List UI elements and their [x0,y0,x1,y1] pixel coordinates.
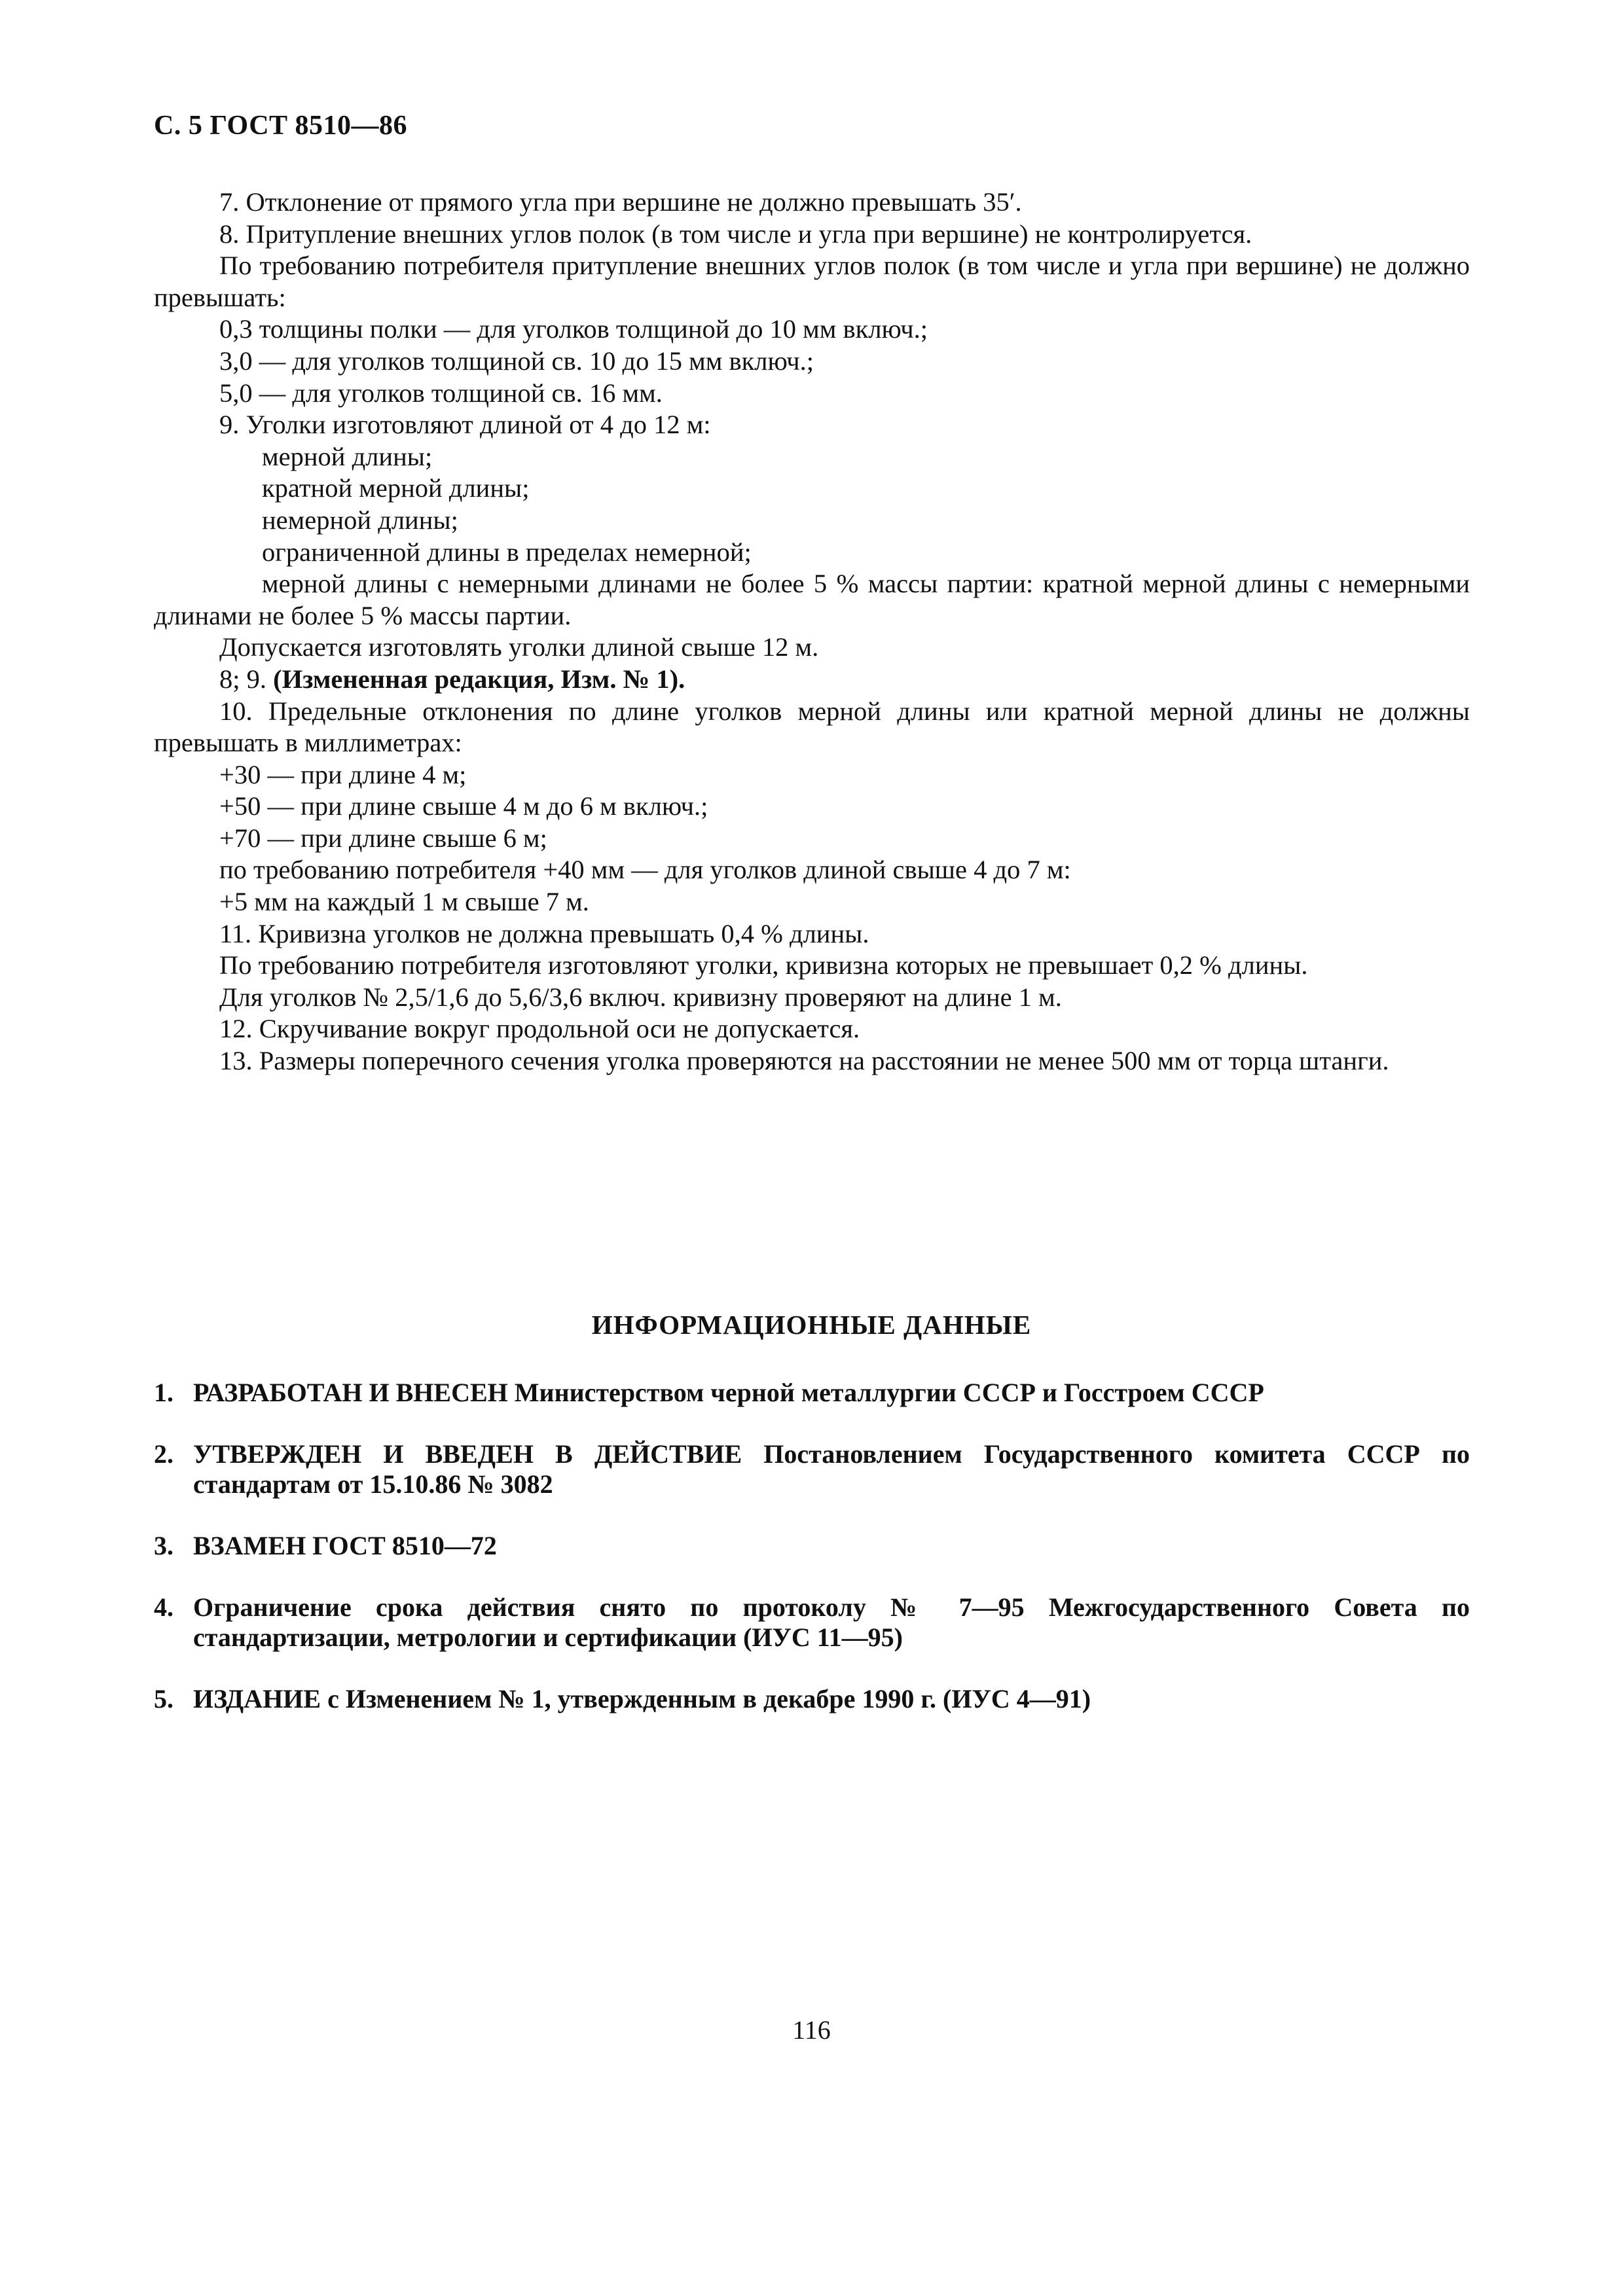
list-item: мерной длины с немерными длинами не более 5 % массы партии: кратной мерной длины с немерными длинами не более 5 % массы партии. [154,569,1470,630]
info-item [154,1592,1470,1653]
list-item: немерной длины; [262,505,458,535]
paragraph-11: 11. Кривизна уголков не должна превышать 0,4 % длины. [219,918,869,948]
info-item-number: 2. [154,1439,173,1469]
info-item-number: 5. [154,1684,173,1713]
list-item: мерной длины; [262,441,433,471]
info-section [154,1378,1470,1746]
list-item: +30 — при длине 4 м; [219,759,467,789]
paragraph-8-requirement: По требованию потребителя притупление внешних углов полок (в том числе и угла при вершине) не должно превышать: [154,251,1470,312]
info-item-text: Ограничение срока действия снято по протоколу № 7—95 Межгосударственного Совета по стандартизации, метрологии и сертификации (ИУС 11—95) [193,1592,1470,1652]
info-item-text: УТВЕРЖДЕН И ВВЕДЕН В ДЕЙСТВИЕ Постановлением Государственного комитета СССР по стандартам от 15.10.86 № 3082 [193,1439,1470,1499]
info-section-title: ИНФОРМАЦИОННЫЕ ДАННЫЕ [591,1310,1032,1340]
paragraph-8: 8. Притупление внешних углов полок (в том числе и угла при вершине) не контролируется. [219,219,1252,249]
paragraph-11-small-sizes: Для уголков № 2,5/1,6 до 5,6/3,6 включ. кривизну проверяют на длине 1 м. [219,982,1062,1012]
page-number: 116 [792,2015,831,2045]
paragraph-11-requirement: По требованию потребителя изготовляют уголки, кривизна которых не превышает 0,2 % длины. [219,950,1308,980]
amendment-text: (Измененная редакция, Изм. № 1). [273,664,685,694]
list-item: 5,0 — для уголков толщиной св. 16 мм. [219,378,663,408]
list-item: +5 мм на каждый 1 м свыше 7 м. [219,887,589,917]
list-item: по требованию потребителя +40 мм — для уголков длиной свыше 4 до 7 м: [219,855,1071,885]
paragraph-13: 13. Размеры поперечного сечения уголка проверяются на расстоянии не менее 500 мм от торца штанги. [219,1046,1389,1076]
info-item-number: 3. [154,1531,173,1560]
info-item [154,1378,1470,1408]
info-item [154,1531,1470,1561]
list-item: 0,3 толщины полки — для уголков толщиной до 10 мм включ.; [219,314,928,344]
paragraph-9-allowance: Допускается изготовлять уголки длиной свыше 12 м. [219,632,819,662]
list-item: ограниченной длины в пределах немерной; [262,537,752,567]
list-item: +50 — при длине свыше 4 м до 6 м включ.; [219,791,708,821]
paragraph-9: 9. Уголки изготовляют длиной от 4 до 12 м: [219,410,711,440]
info-item [154,1439,1470,1499]
page-header: С. 5 ГОСТ 8510—86 [154,111,408,141]
info-item-text: ВЗАМЕН ГОСТ 8510—72 [193,1531,497,1560]
info-item-text: РАЗРАБОТАН И ВНЕСЕН Министерством черной металлургии СССР и Госстроем СССР [193,1378,1264,1407]
info-item [154,1684,1470,1714]
list-item: +70 — при длине свыше 6 м; [219,823,547,853]
info-item-number: 4. [154,1592,173,1622]
paragraph-12: 12. Скручивание вокруг продольной оси не допускается. [219,1014,860,1044]
list-item: 3,0 — для уголков толщиной св. 10 до 15 мм включ.; [219,346,814,376]
paragraph-10: 10. Предельные отклонения по длине уголков мерной длины или кратной мерной длины не должны превышать в миллиметрах: [154,696,1470,758]
amendment-prefix: 8; 9. [219,664,274,694]
document-body [154,187,1470,1077]
paragraph-7: 7. Отклонение от прямого угла при вершине не должно превышать 35′. [219,187,1022,217]
info-item-text: ИЗДАНИЕ с Изменением № 1, утвержденным в декабре 1990 г. (ИУС 4—91) [193,1684,1091,1713]
amendment-note [154,664,1470,696]
list-item: кратной мерной длины; [262,473,530,503]
info-item-number: 1. [154,1378,173,1407]
